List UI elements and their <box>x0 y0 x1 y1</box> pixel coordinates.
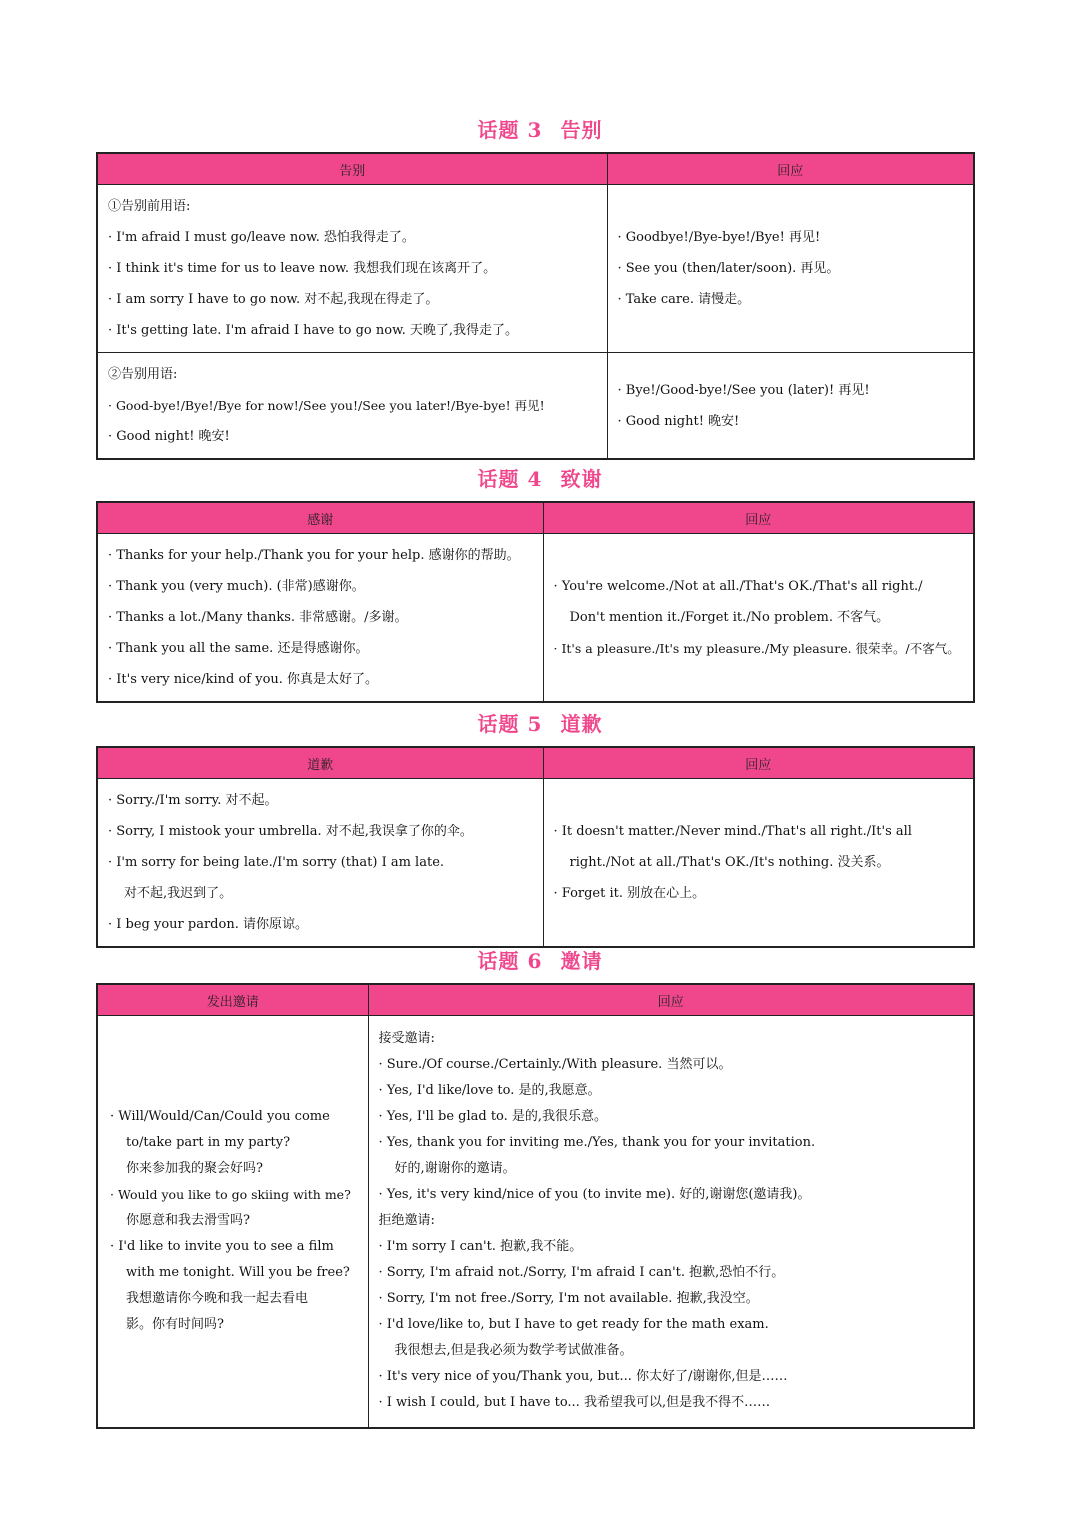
section-title-6 <box>0 945 1080 974</box>
cell-line: · Sorry./I'm sorry. 对不起。 <box>108 793 278 808</box>
cell-line: · See you (then/later/soon). 再见。 <box>617 261 840 276</box>
cell-line: · You're welcome./Not at all./That's OK./That's all right./ <box>553 579 923 594</box>
cell-line: · Sorry, I'm not free./Sorry, I'm not available. 抱歉,我没空。 <box>378 1291 759 1307</box>
cell-right <box>368 1016 974 1428</box>
cell-line: · I beg your pardon. 请你原谅。 <box>108 917 308 932</box>
cell-line: · Sorry, I'm afraid not./Sorry, I'm afraid I can't. 抱歉,恐怕不行。 <box>378 1265 785 1281</box>
cell-line: · It's very nice/kind of you. 你真是太好了。 <box>108 672 379 687</box>
title-topic: 话题 <box>477 467 520 491</box>
cell-line: · I am sorry I have to go now. 对不起,我现在得走了。 <box>108 292 439 307</box>
cell-right <box>607 185 974 353</box>
col-header-farewell: 告别 <box>97 153 607 185</box>
cell-line: · Yes, it's very kind/nice of you (to invite me). 好的,谢谢您(邀请我)。 <box>378 1187 811 1203</box>
cell-line: · It's a pleasure./It's my pleasure./My pleasure. 很荣幸。/不客气。 <box>553 641 960 656</box>
cell-line: · Thank you (very much). (非常)感谢你。 <box>108 579 365 594</box>
cell-left <box>97 185 607 353</box>
cell-line: 对不起,我迟到了。 <box>124 886 233 901</box>
cell-line: · Good-bye!/Bye!/Bye for now!/See you!/See you later!/Bye-bye! 再见! <box>108 398 545 413</box>
cell-left <box>97 534 543 703</box>
cell-line: · Goodbye!/Bye-bye!/Bye! 再见! <box>617 230 821 245</box>
title-topic: 话题 <box>477 949 520 973</box>
cell-line: · It's very nice of you/Thank you, but... 你太好了/谢谢你,但是…… <box>378 1369 788 1385</box>
cell-line: · Yes, I'd like/love to. 是的,我愿意。 <box>378 1083 601 1099</box>
cell-line: · Yes, I'll be glad to. 是的,我很乐意。 <box>378 1109 608 1125</box>
table-farewell <box>96 152 975 460</box>
cell-line: · I'm afraid I must go/leave now. 恐怕我得走了。 <box>108 230 415 245</box>
title-num: 4 <box>527 467 543 491</box>
cell-line: · It doesn't matter./Never mind./That's all right./It's all <box>553 824 912 839</box>
cell-line: · It's getting late. I'm afraid I have to go now. 天晚了,我得走了。 <box>108 323 519 338</box>
table-thanks <box>96 501 975 703</box>
cell-left <box>97 353 607 460</box>
cell-left <box>97 1016 368 1428</box>
col-header-thanks: 感谢 <box>97 502 543 534</box>
cell-left <box>97 779 543 948</box>
cell-line: · I wish I could, but I have to... 我希望我可以,但是我不得不…… <box>378 1395 771 1411</box>
col-header-apology: 道歉 <box>97 747 543 779</box>
cell-line: · I'd love/like to, but I have to get ready for the math exam. <box>378 1317 769 1333</box>
cell-line: right./Not at all./That's OK./It's nothing. 没关系。 <box>569 855 890 870</box>
cell-line: 拒绝邀请: <box>378 1213 435 1229</box>
cell-line: · Sure./Of course./Certainly./With pleasure. 当然可以。 <box>378 1057 732 1073</box>
col-header-invite: 发出邀请 <box>97 984 368 1016</box>
cell-line: · Will/Would/Can/Could you come <box>110 1109 330 1125</box>
cell-line: · I'm sorry for being late./I'm sorry (that) I am late. <box>108 855 445 870</box>
col-header-response: 回应 <box>368 984 974 1016</box>
cell-line: 我很想去,但是我必须为数学考试做准备。 <box>394 1343 633 1359</box>
title-topic: 话题 <box>477 118 520 142</box>
cell-line: 影。你有时间吗? <box>126 1317 224 1333</box>
col-header-response: 回应 <box>543 747 974 779</box>
cell-line: · I'm sorry I can't. 抱歉,我不能。 <box>378 1239 583 1255</box>
section-title-4 <box>0 463 1080 492</box>
title-num: 6 <box>527 949 543 973</box>
cell-line: 好的,谢谢你的邀请。 <box>394 1161 516 1177</box>
cell-line: · Take care. 请慢走。 <box>617 292 751 307</box>
cell-line: 你来参加我的聚会好吗? <box>126 1161 263 1177</box>
title-name: 告别 <box>560 118 603 142</box>
title-name: 道歉 <box>560 712 603 736</box>
cell-line: with me tonight. Will you be free? <box>126 1265 350 1281</box>
cell-line: 你愿意和我去滑雪吗? <box>126 1213 250 1229</box>
cell-line: 我想邀请你今晚和我一起去看电 <box>126 1291 309 1307</box>
cell-right <box>543 779 974 948</box>
table-invitation <box>96 983 975 1429</box>
cell-line: to/take part in my party? <box>126 1135 291 1151</box>
cell-line: · I think it's time for us to leave now. 我想我们现在该离开了。 <box>108 261 497 276</box>
cell-line: ①告别前用语: <box>108 199 191 214</box>
cell-line: · Thanks a lot./Many thanks. 非常感谢。/多谢。 <box>108 610 408 625</box>
cell-line: · Bye!/Good-bye!/See you (later)! 再见! <box>617 382 870 398</box>
col-header-response: 回应 <box>607 153 974 185</box>
cell-line: · Would you like to go skiing with me? <box>110 1187 351 1203</box>
title-name: 邀请 <box>560 949 603 973</box>
title-topic: 话题 <box>477 712 520 736</box>
cell-line: · Good night! 晚安! <box>108 429 230 444</box>
cell-line: Don't mention it./Forget it./No problem. 不客气。 <box>569 610 890 625</box>
cell-line: · Good night! 晚安! <box>617 413 740 429</box>
cell-line: · Thank you all the same. 还是得感谢你。 <box>108 641 369 656</box>
section-title-5 <box>0 708 1080 737</box>
cell-line: · I'd like to invite you to see a film <box>110 1239 334 1255</box>
title-num: 5 <box>527 712 543 736</box>
section-title-3 <box>0 114 1080 143</box>
cell-right <box>543 534 974 703</box>
title-num: 3 <box>527 118 543 142</box>
cell-line: ②告别用语: <box>108 367 178 382</box>
cell-line: · Yes, thank you for inviting me./Yes, thank you for your invitation. <box>378 1135 816 1151</box>
cell-line: · Forget it. 别放在心上。 <box>553 886 706 901</box>
col-header-response: 回应 <box>543 502 974 534</box>
cell-line: · Thanks for your help./Thank you for your help. 感谢你的帮助。 <box>108 548 520 563</box>
cell-line: · Sorry, I mistook your umbrella. 对不起,我误拿了你的伞。 <box>108 824 473 839</box>
table-apology <box>96 746 975 948</box>
cell-right <box>607 353 974 460</box>
title-name: 致谢 <box>560 467 603 491</box>
cell-line: 接受邀请: <box>378 1031 435 1047</box>
